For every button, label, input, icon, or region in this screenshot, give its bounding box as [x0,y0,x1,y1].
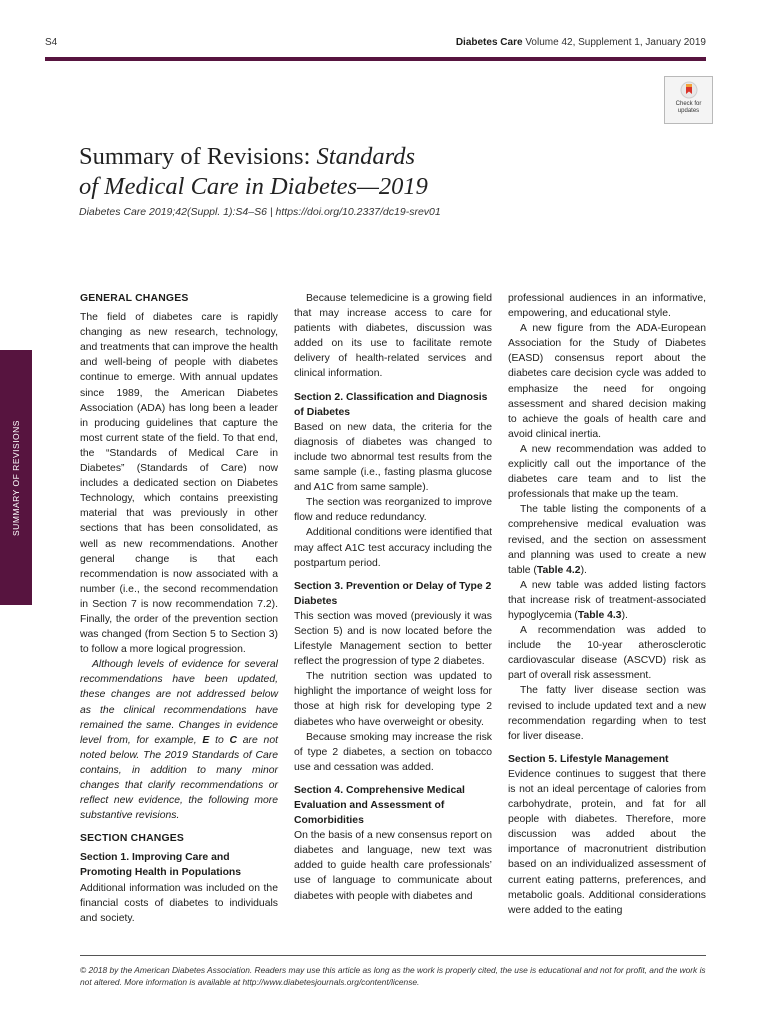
column-1 [80,291,278,926]
paragraph: Because telemedicine is a growing field that may increase access to care for patients with diabetes, discussion was added on its use to facilitate remote delivery of health-related services and clinical information. [294,293,492,380]
table-reference[interactable]: Table 4.2 [536,564,581,576]
page-number: S4 [45,37,58,48]
heading-section-3: Section 3. Prevention or Delay of Type 2 Diabetes [294,580,492,607]
paragraph: Because smoking may increase the risk of type 2 diabetes, a section on tobacco use and cessation was added. [294,731,492,773]
paragraph: On the basis of a new consensus report on diabetes and language, new text was added to guide health care professionals’ use of language to communicate about diabetes with people with diabetes and [294,830,492,902]
paragraph: A new figure from the ADA-European Association for the Study of Diabetes (EASD) consensus report about the diabetes care decision cycle was added to emphasize the need for ongoing assessment and shared decision making to achieve the goals of health care and avoid clinical inertia. [508,323,706,440]
paragraph: professional audiences in an informative, empowering, and educational style. [508,293,706,320]
paragraph: This section was moved (previously it was Section 5) and is now located before the Lifestyle Management section to better reflect the progression of type 2 diabetes. [294,610,492,668]
heading-section-4: Section 4. Comprehensive Medical Evaluation and Assessment of Comorbidities [294,784,465,827]
paragraph: Additional conditions were identified that may affect A1C test accuracy including the postpartum period. [294,527,492,569]
paragraph: A recommendation was added to include the 10-year atherosclerotic cardiovascular disease (ASCVD) risk as part of overall risk assessment. [508,625,706,682]
paragraph: Although levels of evidence for several recommendations have been updated, these changes are not addressed below as the clinical recommendations have remained the same. Changes in evidence level from, for example, E to C are not noted below. The 2019 Standards of Care contains, in addition to many minor changes that clarify recommendations or reflect new evidence, the following more substantive revisions. [80,659,278,822]
heading-section-1: Section 1. Improving Care and Promoting Health in Populations [80,852,242,879]
badge-label-2: updates [677,108,700,114]
title-part-2: Standards [316,143,415,170]
paragraph: The nutrition section was updated to highlight the importance of weight loss for those at high risk for developing type 2 diabetes who have overweight or obesity. [294,671,492,728]
title-part-1: Summary of Revisions: [79,143,311,170]
journal-name: Diabetes Care [455,37,523,48]
article-title [79,142,599,202]
running-header [456,37,706,48]
paragraph: A new table was added listing factors that increase risk of treatment-associated hypoglycemia (Table 4.3). [508,579,706,621]
paragraph: A new recommendation was added to explicitly call out the importance of the diabetes care team and to list the professionals that make up the team. [508,443,706,501]
paragraph: The fatty liver disease section was revised to include updated text and a new recommendation regarding when to test for liver disease. [508,685,706,742]
bookmark-icon [680,81,698,101]
paragraph: The field of diabetes care is rapidly changing as new research, technology, and treatments that can improve the health and well-being of people with diabetes continue to emerge. With annual updates since 1989, the American Diabetes Association (ADA) has long been a leader in producing guidelines that capture the most current state of the field. To that end, the “Standards of Medical Care in Diabetes” (Standards of Care) now includes a dedicated section on Diabetes Technology, which contains preexisting material that was previously in other sections that has been consolidated, as well as new recommendations. Another general change is that each recommendation is now associated with a number (i.e., the second recommendation in Section 7 is now recommendation 7.2). Finally, the order of the prevention section was changed (from Section 5 to Section 3) to follow a more logical progression. [80,312,278,656]
column-3 [508,291,706,918]
column-2 [294,291,492,904]
citation-line[interactable]: Diabetes Care 2019;42(Suppl. 1):S4–S6 | https://doi.org/10.2337/dc19-srev01 [79,206,441,218]
title-part-3: of Medical Care in Diabetes—2019 [79,173,428,200]
heading-general-changes: GENERAL CHANGES [80,293,189,304]
heading-section-changes: SECTION CHANGES [80,833,185,845]
paragraph: Evidence continues to suggest that there is not an ideal percentage of calories from carbohydrate, protein, and fat for all people with diabetes. Therefore, more discussion was added about the importance of macronutrient distribution based on an individualized assessment of current eating patterns, preferences, and metabolic goals. Additional considerations were added to the eating [508,768,706,916]
paragraph: The section was reorganized to improve flow and reduce redundancy. [294,497,492,524]
footer-rule [80,955,706,956]
badge-label-1: Check for [675,101,702,107]
paragraph: Based on new data, the criteria for the diagnosis of diabetes was changed to include two abnormal test results from the same sample (i.e., fasting plasma glucose and A1C from same sample). [294,421,492,494]
heading-section-5: Section 5. Lifestyle Management [508,753,669,765]
check-for-updates-badge[interactable] [664,76,713,124]
paragraph: Additional information was included on the financial costs of diabetes to individuals and society. [80,882,278,924]
copyright-footer: © 2018 by the American Diabetes Association. Readers may use this article as long as the work is properly cited, the use is educational and not for profit, and the work is not altered. More information is available at http://www.diabetesjournals.org/content/license. [80,965,706,987]
issue-info: Volume 42, Supplement 1, January 2019 [525,37,706,48]
side-tab-label: SUMMARY OF REVISIONS [11,420,21,536]
header-rule [45,57,706,61]
heading-section-2: Section 2. Classification and Diagnosis of Diabetes [294,391,488,418]
table-reference[interactable]: Table 4.3 [577,609,622,621]
paragraph: The table listing the components of a comprehensive medical evaluation was revised, and the section on assessment and planning was used to create a new table (Table 4.2). [508,504,706,576]
